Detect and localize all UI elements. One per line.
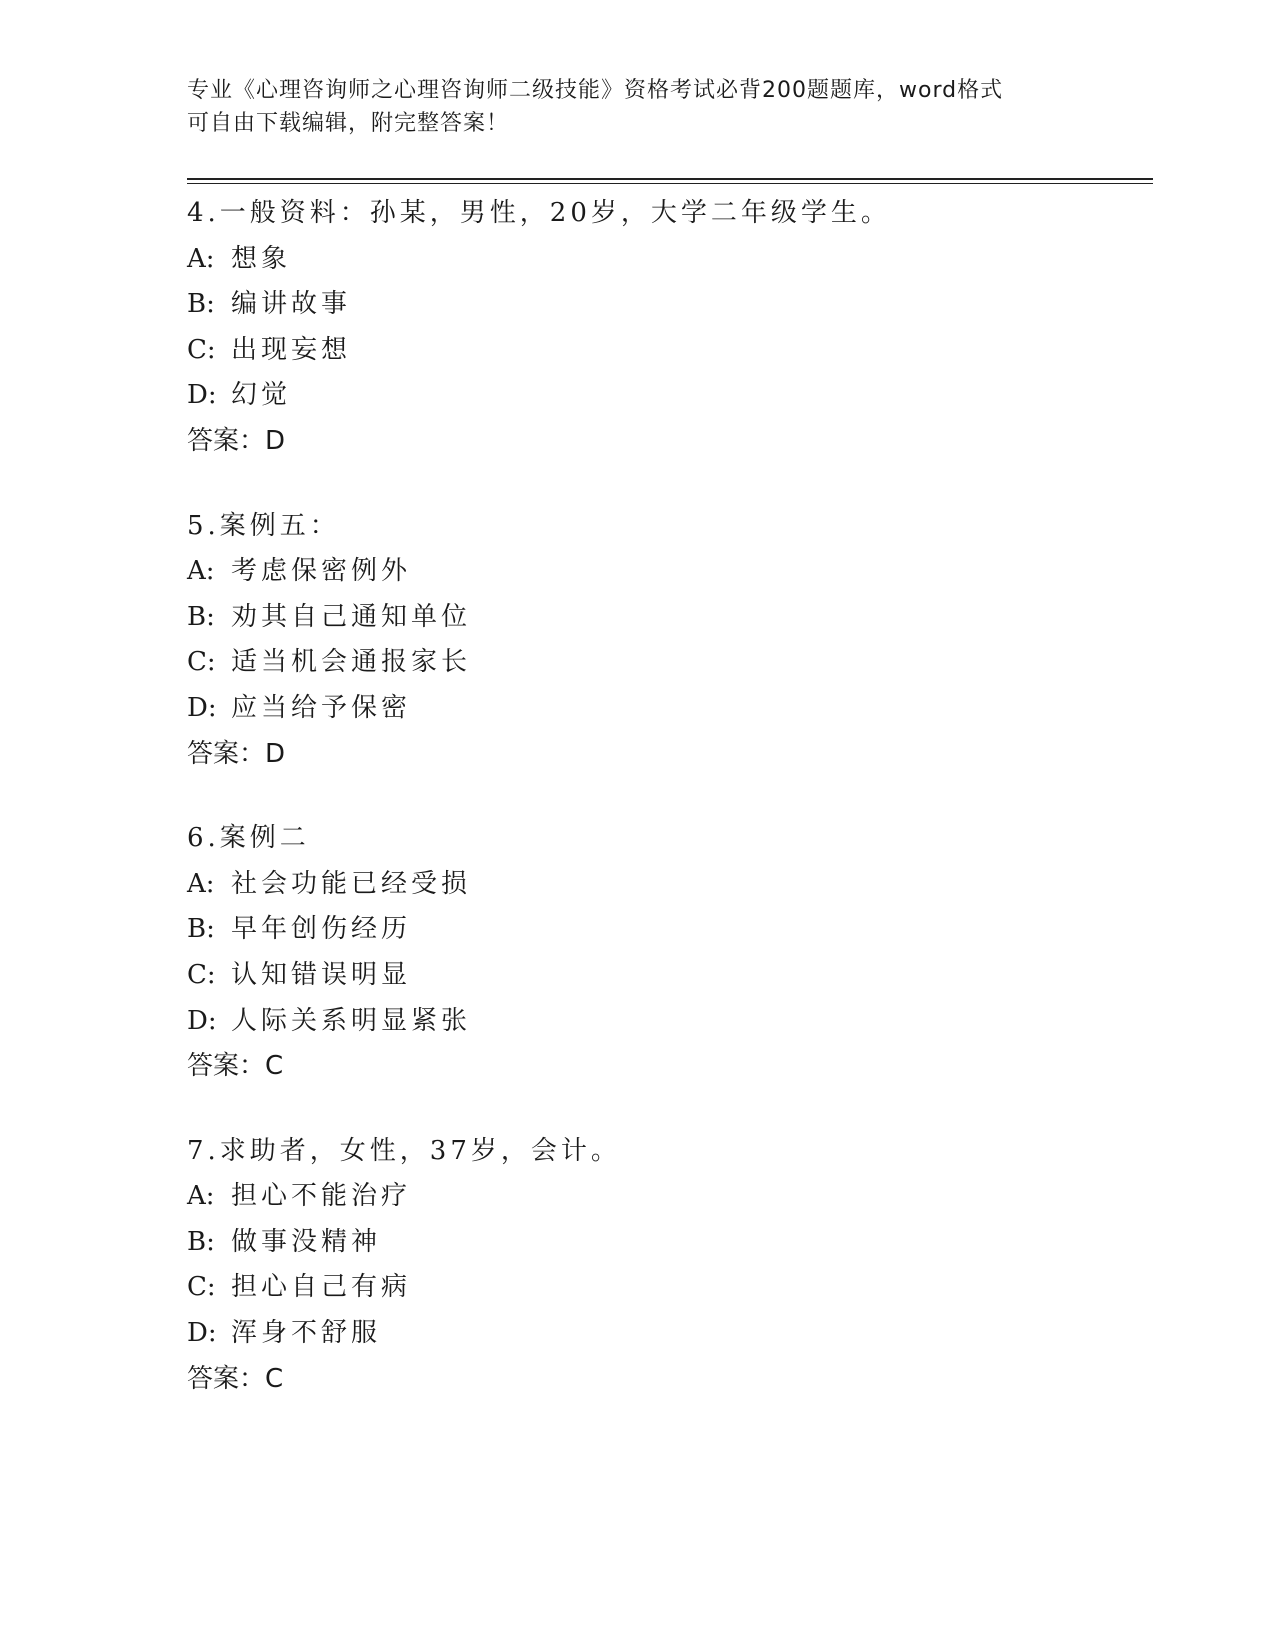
option-a [187,1174,1147,1220]
option-d [187,686,1147,732]
option-c [187,328,1147,374]
question-stem: 4.一般资料：孙某，男性，20岁，大学二年级学生。 [187,198,891,228]
option-text: 做事没精神 [231,1226,382,1257]
option-text: 出现妄想 [231,334,352,365]
option-letter: B: [187,601,215,632]
answer-line: 答案：C [187,1363,284,1394]
option-letter: D: [187,1005,217,1036]
option-text: 幻觉 [231,380,292,411]
header-divider-thin [187,183,1153,184]
question-6 [187,816,1147,1090]
option-d [187,373,1147,419]
option-c [187,953,1147,999]
header-line-2: 可自由下载编辑，附完整答案！ [187,111,510,136]
question-4 [187,191,1147,465]
option-c [187,1265,1147,1311]
document-header [187,74,1087,140]
option-text: 浑身不舒服 [231,1318,382,1349]
option-text: 社会功能已经受损 [231,868,472,899]
answer-line: 答案：D [187,738,286,769]
question-5 [187,504,1147,778]
option-c [187,640,1147,686]
answer-line: 答案：D [187,425,286,456]
option-b [187,282,1147,328]
option-text: 早年创伤经历 [231,914,412,945]
option-a [187,862,1147,908]
question-7 [187,1129,1147,1403]
option-b [187,907,1147,953]
option-text: 想象 [231,243,292,274]
option-letter: A: [187,556,215,587]
option-letter: D: [187,1318,217,1349]
option-text: 适当机会通报家长 [231,647,472,678]
option-text: 考虑保密例外 [231,556,412,587]
option-letter: A: [187,243,215,274]
option-b [187,1220,1147,1266]
option-text: 劝其自己通知单位 [231,601,472,632]
question-stem: 7.求助者，女性，37岁，会计。 [187,1135,621,1166]
option-letter: D: [187,692,217,723]
question-list [187,191,1147,1441]
option-text: 人际关系明显紧张 [231,1005,472,1036]
option-letter: B: [187,1226,215,1257]
question-stem: 6.案例二 [187,823,310,854]
option-text: 编讲故事 [231,289,352,320]
option-letter: A: [187,1181,215,1212]
option-text: 担心不能治疗 [231,1181,412,1212]
option-letter: B: [187,289,215,320]
question-stem: 5.案例五： [187,510,340,541]
option-d [187,1311,1147,1357]
option-letter: C: [187,959,216,990]
option-letter: B: [187,914,215,945]
option-text: 应当给予保密 [231,692,412,723]
option-letter: A: [187,868,215,899]
header-line-1: 专业《心理咨询师之心理咨询师二级技能》资格考试必背200题题库，word格式 [187,78,1004,103]
option-letter: C: [187,1272,216,1303]
option-letter: C: [187,334,216,365]
option-a [187,549,1147,595]
answer-line: 答案：C [187,1051,284,1082]
header-divider-thick [187,178,1153,180]
option-letter: C: [187,647,216,678]
option-letter: D: [187,380,217,411]
option-text: 认知错误明显 [231,959,412,990]
option-d [187,999,1147,1045]
option-a [187,237,1147,283]
option-b [187,595,1147,641]
option-text: 担心自己有病 [231,1272,412,1303]
